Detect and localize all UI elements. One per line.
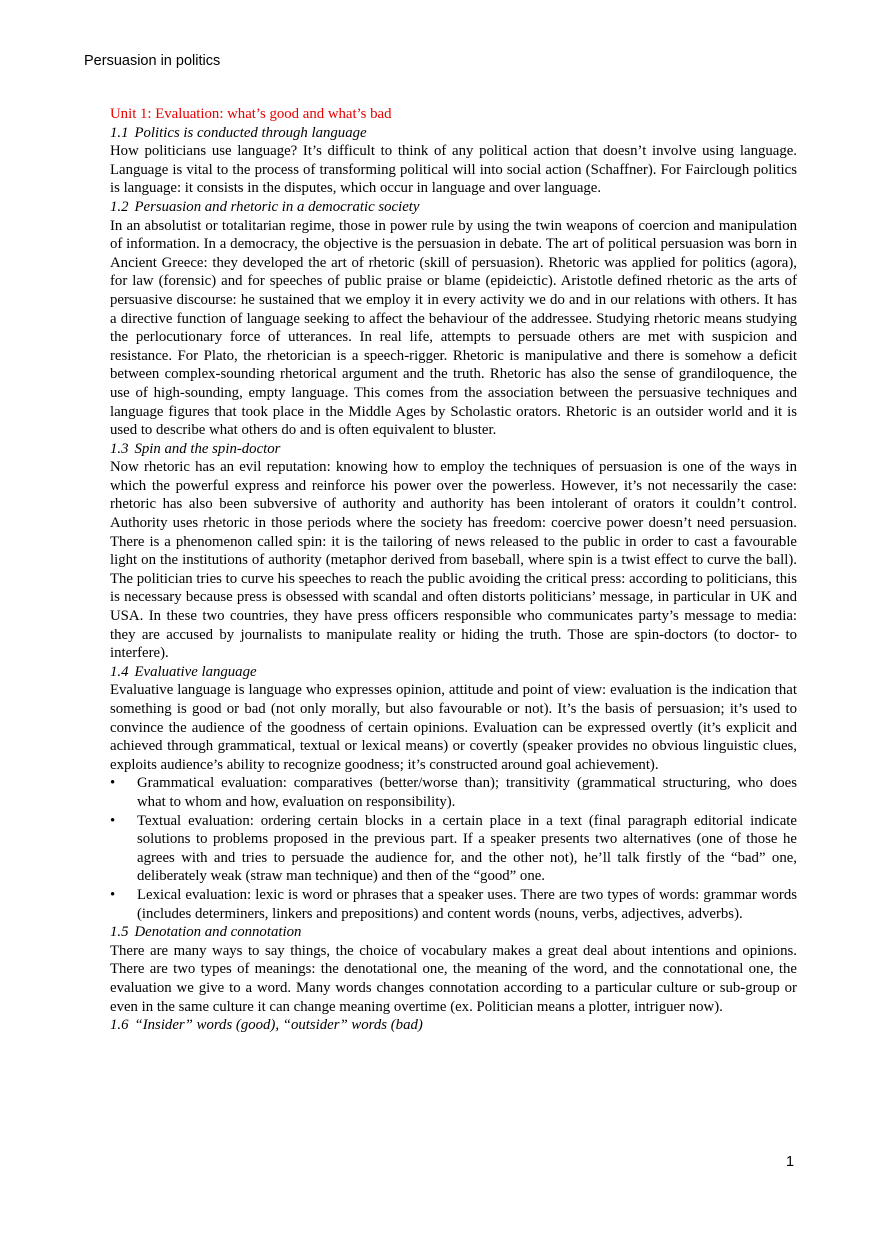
section-paragraph-1-4: Evaluative language is language who expresses opinion, attitude and point of view: evaluation is the indication that something is good or bad (not only morally, but also favourable or not). It’s the basis of persuasion; it’s used to convince the audience of the goodness of certain opinions. Evaluation can be expressed overtly (it’s explicit and achieved through grammatical, textual or lexical means) or covertly (speaker provides no obvious linguistic clues, exploits audience’s ability to recognize goodness; it’s constructed around goal achievement). [110,682,797,773]
section-heading-1-1 [110,124,797,143]
section-heading-1-2 [110,198,797,217]
section-heading-1-4 [110,663,797,682]
section-title: Politics is conducted through language [134,124,367,141]
list-item-text: Lexical evaluation: lexic is word or phrases that a speaker uses. There are two types of words: grammar words (includes determiners, linkers and prepositions) and content words (nouns, verbs, adjectives, adverbs). [137,886,797,922]
section-number: 1.1 [110,124,129,141]
section-title: Evaluative language [134,663,257,680]
section-title: “Insider” words (good), “outsider” words (bad) [134,1017,423,1034]
bullet-icon: • [110,775,116,792]
section-heading-1-3 [110,440,797,459]
bullet-icon: • [110,886,116,903]
page-number: 1 [786,1154,795,1170]
section-number: 1.4 [110,663,129,680]
list-item-text: Grammatical evaluation: comparatives (better/worse than); transitivity (grammatical structuring, who does what to whom and how, evaluation on responsibility). [137,775,797,810]
bullet-icon: • [110,812,116,829]
list-item-lexical-evaluation [110,886,797,923]
section-paragraph-1-2: In an absolutist or totalitarian regime, those in power rule by using the twin weapons of coercion and manipulation of information. In a democracy, the objective is the persuasion in debate. The art of political persuasion was born in Ancient Greece: they developed the art of rhetoric (skill of persuasion). Rhetoric was applied for politics (agora), for law (forensic) and for speeches of public praise or blame (epideictic). Aristotle defined rhetoric as the arts of persuasive discourse: he sustained that we employ it in every activity we do and in our relations with others. It has a directive function of language seeking to affect the behaviour of the addressee. Studying rhetoric means studying the perlocutionary force of utterances. In real life, attempts to persuade others are met with suspicion and resistance. For Plato, the rhetorician is a speech-rigger. Rhetoric is manipulative and there is somehow a deficit between complex-sounding rhetorical argument and the truth. Rhetoric has also the sense of grandiloquence, the use of high-sounding, empty language. This comes from the association between the persuasive techniques and language figures that took place in the Middle Ages by Scholastic orators. Rhetoric is an outsider world and it is used to describe what others do and is often equivalent to bluster. [110,217,797,439]
evaluation-types-list [110,774,797,923]
section-paragraph-1-5: There are many ways to say things, the choice of vocabulary makes a great deal about intentions and opinions. There are two types of meanings: the denotational one, the meaning of the word, and the connotational one, the evaluation we give to a word. Many words changes connotation according to a particular culture or sub-group or even in the same culture it can change meaning overtime (ex. Politician means a plotter, intriguer now). [110,942,797,1015]
section-title: Spin and the spin-doctor [134,440,281,457]
unit-title: Unit 1: Evaluation: what’s good and what’s bad [110,106,392,122]
section-paragraph-1-3: Now rhetoric has an evil reputation: knowing how to employ the techniques of persuasion is one of the ways in which the powerful express and reinforce his power over the powerless. However, it’s not necessarily the case: rhetoric has also been subversive of authority and authority has been intolerant of orators it couldn’t control. Authority uses rhetoric in those periods where the society has freedom: coercive power doesn’t need persuasion. There is a phenomenon called spin: it is the tailoring of news released to the public in order to cast a favourable light on the institutions of authority (metaphor derived from baseball, where spin is a twist effect to curve the ball). The politician tries to curve his speeches to reach the public avoiding the critical press: according to politicians, this is necessary because press is obsessed with scandal and often distorts politicians’ message, in particular in UK and USA. In these two countries, they have press officers responsible who communicates party’s message to media: they are accused by journalists to manipulate reality or hiding the truth. Those are spin-doctors (to doctor- to interfere). [110,459,797,662]
section-number: 1.5 [110,924,129,941]
section-number: 1.2 [110,198,129,215]
section-number: 1.6 [110,1017,129,1034]
list-item-text: Textual evaluation: ordering certain blocks in a certain place in a text (final paragraph editorial indicate solutions to problems proposed in the previous part. If a speaker presents two alternatives (one of those he agrees with and tries to persuade the audience for, and the other not), he’ll talk firstly of the “bad” one, deliberately weak (straw man technique) and then of the “good” one. [137,812,797,885]
section-number: 1.3 [110,440,129,457]
section-paragraph-1-1: How politicians use language? It’s difficult to think of any political action that doesn’t involve using language. Language is vital to the process of transforming political will into social action (Schaffner). For Fairclough politics is language: it consists in the disputes, which occur in language and over language. [110,143,797,197]
section-title: Denotation and connotation [134,924,302,941]
list-item-grammatical-evaluation [110,774,797,811]
section-heading-1-5 [110,923,797,942]
document-body [110,105,797,1035]
section-title: Persuasion and rhetoric in a democratic society [134,198,420,215]
running-header: Persuasion in politics [84,53,221,69]
list-item-textual-evaluation [110,812,797,886]
section-heading-1-6 [110,1016,797,1035]
